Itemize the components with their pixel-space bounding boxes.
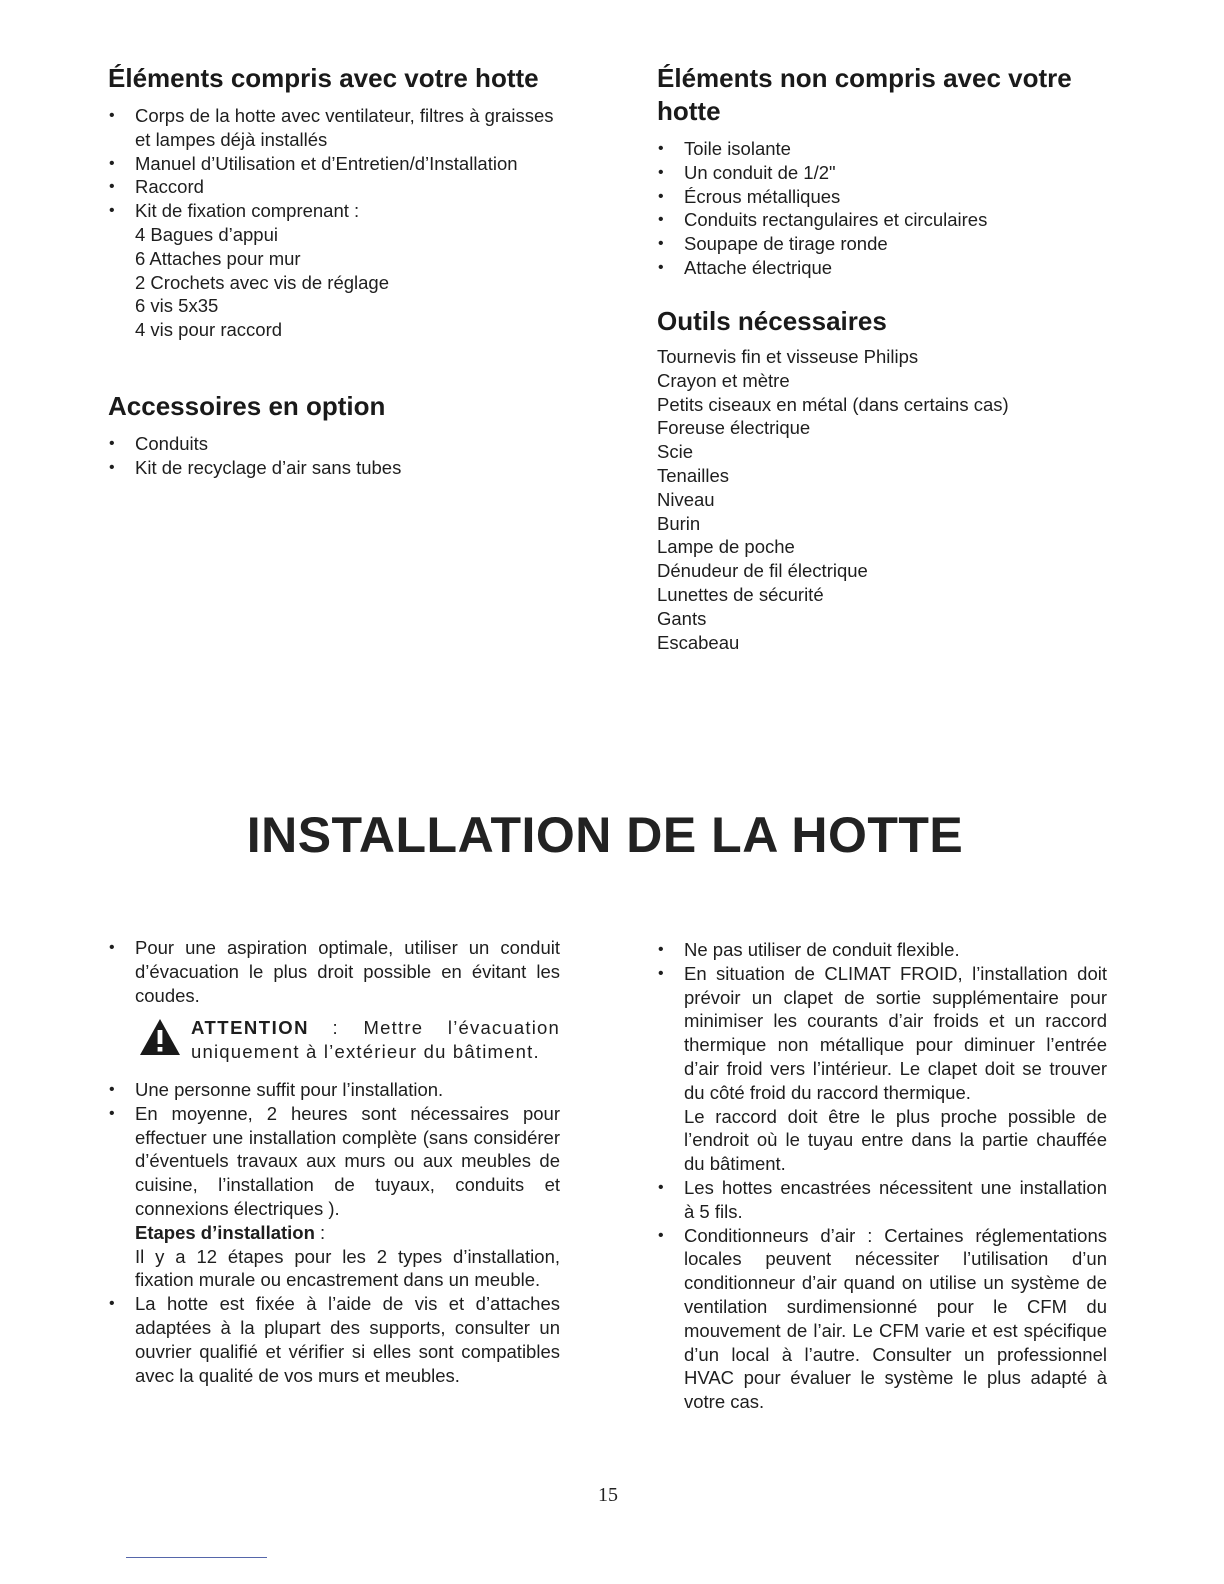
tool-item: Crayon et mètre — [657, 369, 790, 391]
list-item: • Conduits — [108, 432, 558, 456]
tool-item: Dénudeur de fil électrique — [657, 560, 868, 582]
steps-text: Il y a 12 étapes pour les 2 types d’installation, fixation murale ou encastrement dans un meuble. — [135, 1245, 560, 1291]
installation-left — [108, 936, 560, 1387]
page-number: 15 — [598, 1484, 618, 1506]
list-item — [108, 1102, 560, 1292]
installation-right-list — [657, 938, 1107, 1414]
installation-left-list-2 — [108, 1078, 560, 1387]
tool-item: Gants — [657, 607, 707, 629]
list-item: • Manuel d’Utilisation et d’Entretien/d’Installation — [108, 152, 558, 176]
kit-part: 6 Attaches pour mur — [135, 247, 301, 269]
tool-item: Tenailles — [657, 464, 729, 486]
list-item: • Raccord — [108, 175, 558, 199]
included-heading: Éléments compris avec votre hotte — [108, 63, 539, 93]
kit-part: 2 Crochets avec vis de réglage — [135, 271, 389, 293]
list-item: • Attache électrique — [657, 256, 1127, 280]
installation-title: INSTALLATION DE LA HOTTE — [246, 807, 964, 863]
not-included-list — [657, 137, 1127, 280]
list-item: • Pour une aspiration optimale, utiliser un conduit d’évacuation le plus droit possible en évitant les coudes. — [108, 936, 560, 1007]
kit-heading: Kit de fixation comprenant : — [135, 200, 360, 222]
list-item: • Un conduit de 1/2" — [657, 161, 1127, 185]
accessories-heading: Accessoires en option — [108, 391, 386, 421]
warning-icon — [139, 1018, 181, 1056]
not-included-heading: Éléments non compris avec votre hotte — [657, 63, 1072, 126]
included-section — [108, 62, 558, 342]
list-item: • Écrous métalliques — [657, 185, 1127, 209]
tools-section — [657, 305, 1127, 654]
attention-text: : Mettre l’évacuation uniquement à l’extérieur du bâtiment. — [191, 1017, 560, 1063]
list-item: • La hotte est fixée à l’aide de vis et d’attaches adaptées à la plupart des supports, consulter un ouvrier qualifié et vérifier si elles sont compatibles avec la qualité de vos murs et meubles. — [108, 1292, 560, 1387]
tool-item: Niveau — [657, 488, 715, 510]
tool-item: Burin — [657, 512, 701, 534]
not-included-section — [657, 62, 1127, 280]
tool-item: Lunettes de sécurité — [657, 583, 824, 605]
list-item: • Conditionneurs d’air : Certaines réglementations locales peuvent nécessiter l’utilisation d’un conditionneur d’air quand on utilise un système de ventilation surdimensionné pour le CFM du mouvement de l’air. Le CFM varie et est spécifique d’un local à l’autre. Consulter un professionnel HVAC pour évaluer le système le plus adapté à votre cas. — [657, 1224, 1107, 1414]
list-item: • Corps de la hotte avec ventilateur, filtres à graisses et lampes déjà installés — [108, 104, 558, 152]
tool-item: Foreuse électrique — [657, 417, 811, 439]
footer-rule — [126, 1557, 267, 1558]
list-item: • Conduits rectangulaires et circulaires — [657, 208, 1127, 232]
list-item: • Kit de recyclage d’air sans tubes — [108, 456, 558, 480]
list-item — [657, 962, 1107, 1176]
installation-right — [657, 938, 1107, 1414]
attention-note — [135, 1016, 560, 1064]
list-item: • Soupape de tirage ronde — [657, 232, 1127, 256]
accessories-list — [108, 432, 558, 480]
kit-part: 4 Bagues d’appui — [135, 223, 278, 245]
list-item: • Toile isolante — [657, 137, 1127, 161]
cold-climate-cont: Le raccord doit être le plus proche possible de l’endroit où le tuyau entre dans la partie chauffée du bâtiment. — [684, 1105, 1107, 1175]
list-item — [108, 199, 558, 342]
attention-label: ATTENTION — [191, 1017, 309, 1039]
kit-part: 4 vis pour raccord — [135, 319, 283, 341]
installation-left-list — [108, 936, 560, 1007]
tool-item: Tournevis fin et visseuse Philips — [657, 346, 919, 367]
list-item: • Une personne suffit pour l’installation. — [108, 1078, 560, 1102]
duration-text: En moyenne, 2 heures sont nécessaires pour effectuer une installation complète (sans considérer d’éventuels travaux aux murs ou aux meubles de cuisine, l’installation de tuyaux, conduits et connexions électriques ). — [135, 1102, 560, 1219]
tool-item: Petits ciseaux en métal (dans certains cas) — [657, 393, 1009, 415]
steps-heading — [135, 1221, 560, 1245]
steps-title: Etapes d’installation — [135, 1221, 315, 1243]
list-item: • Ne pas utiliser de conduit flexible. — [657, 938, 1107, 962]
steps-colon: : — [314, 1221, 326, 1243]
tool-item: Scie — [657, 441, 693, 463]
tool-item: Escabeau — [657, 631, 740, 653]
included-list — [108, 104, 558, 342]
list-item: • Les hottes encastrées nécessitent une installation à 5 fils. — [657, 1176, 1107, 1224]
accessories-section — [108, 390, 558, 480]
tool-item: Lampe de poche — [657, 536, 795, 558]
tools-heading: Outils nécessaires — [657, 306, 887, 336]
cold-climate-text: En situation de CLIMAT FROID, l’installation doit prévoir un clapet de sortie supplémentaire pour minimiser les courants d’air froids et un raccord thermique non métallique pour diminuer l’entrée d’air froid vers l’intérieur. Le clapet doit se trouver du côté froid du raccord thermique. — [684, 962, 1107, 1103]
kit-part: 6 vis 5x35 — [135, 295, 219, 317]
tools-list — [657, 345, 1127, 654]
